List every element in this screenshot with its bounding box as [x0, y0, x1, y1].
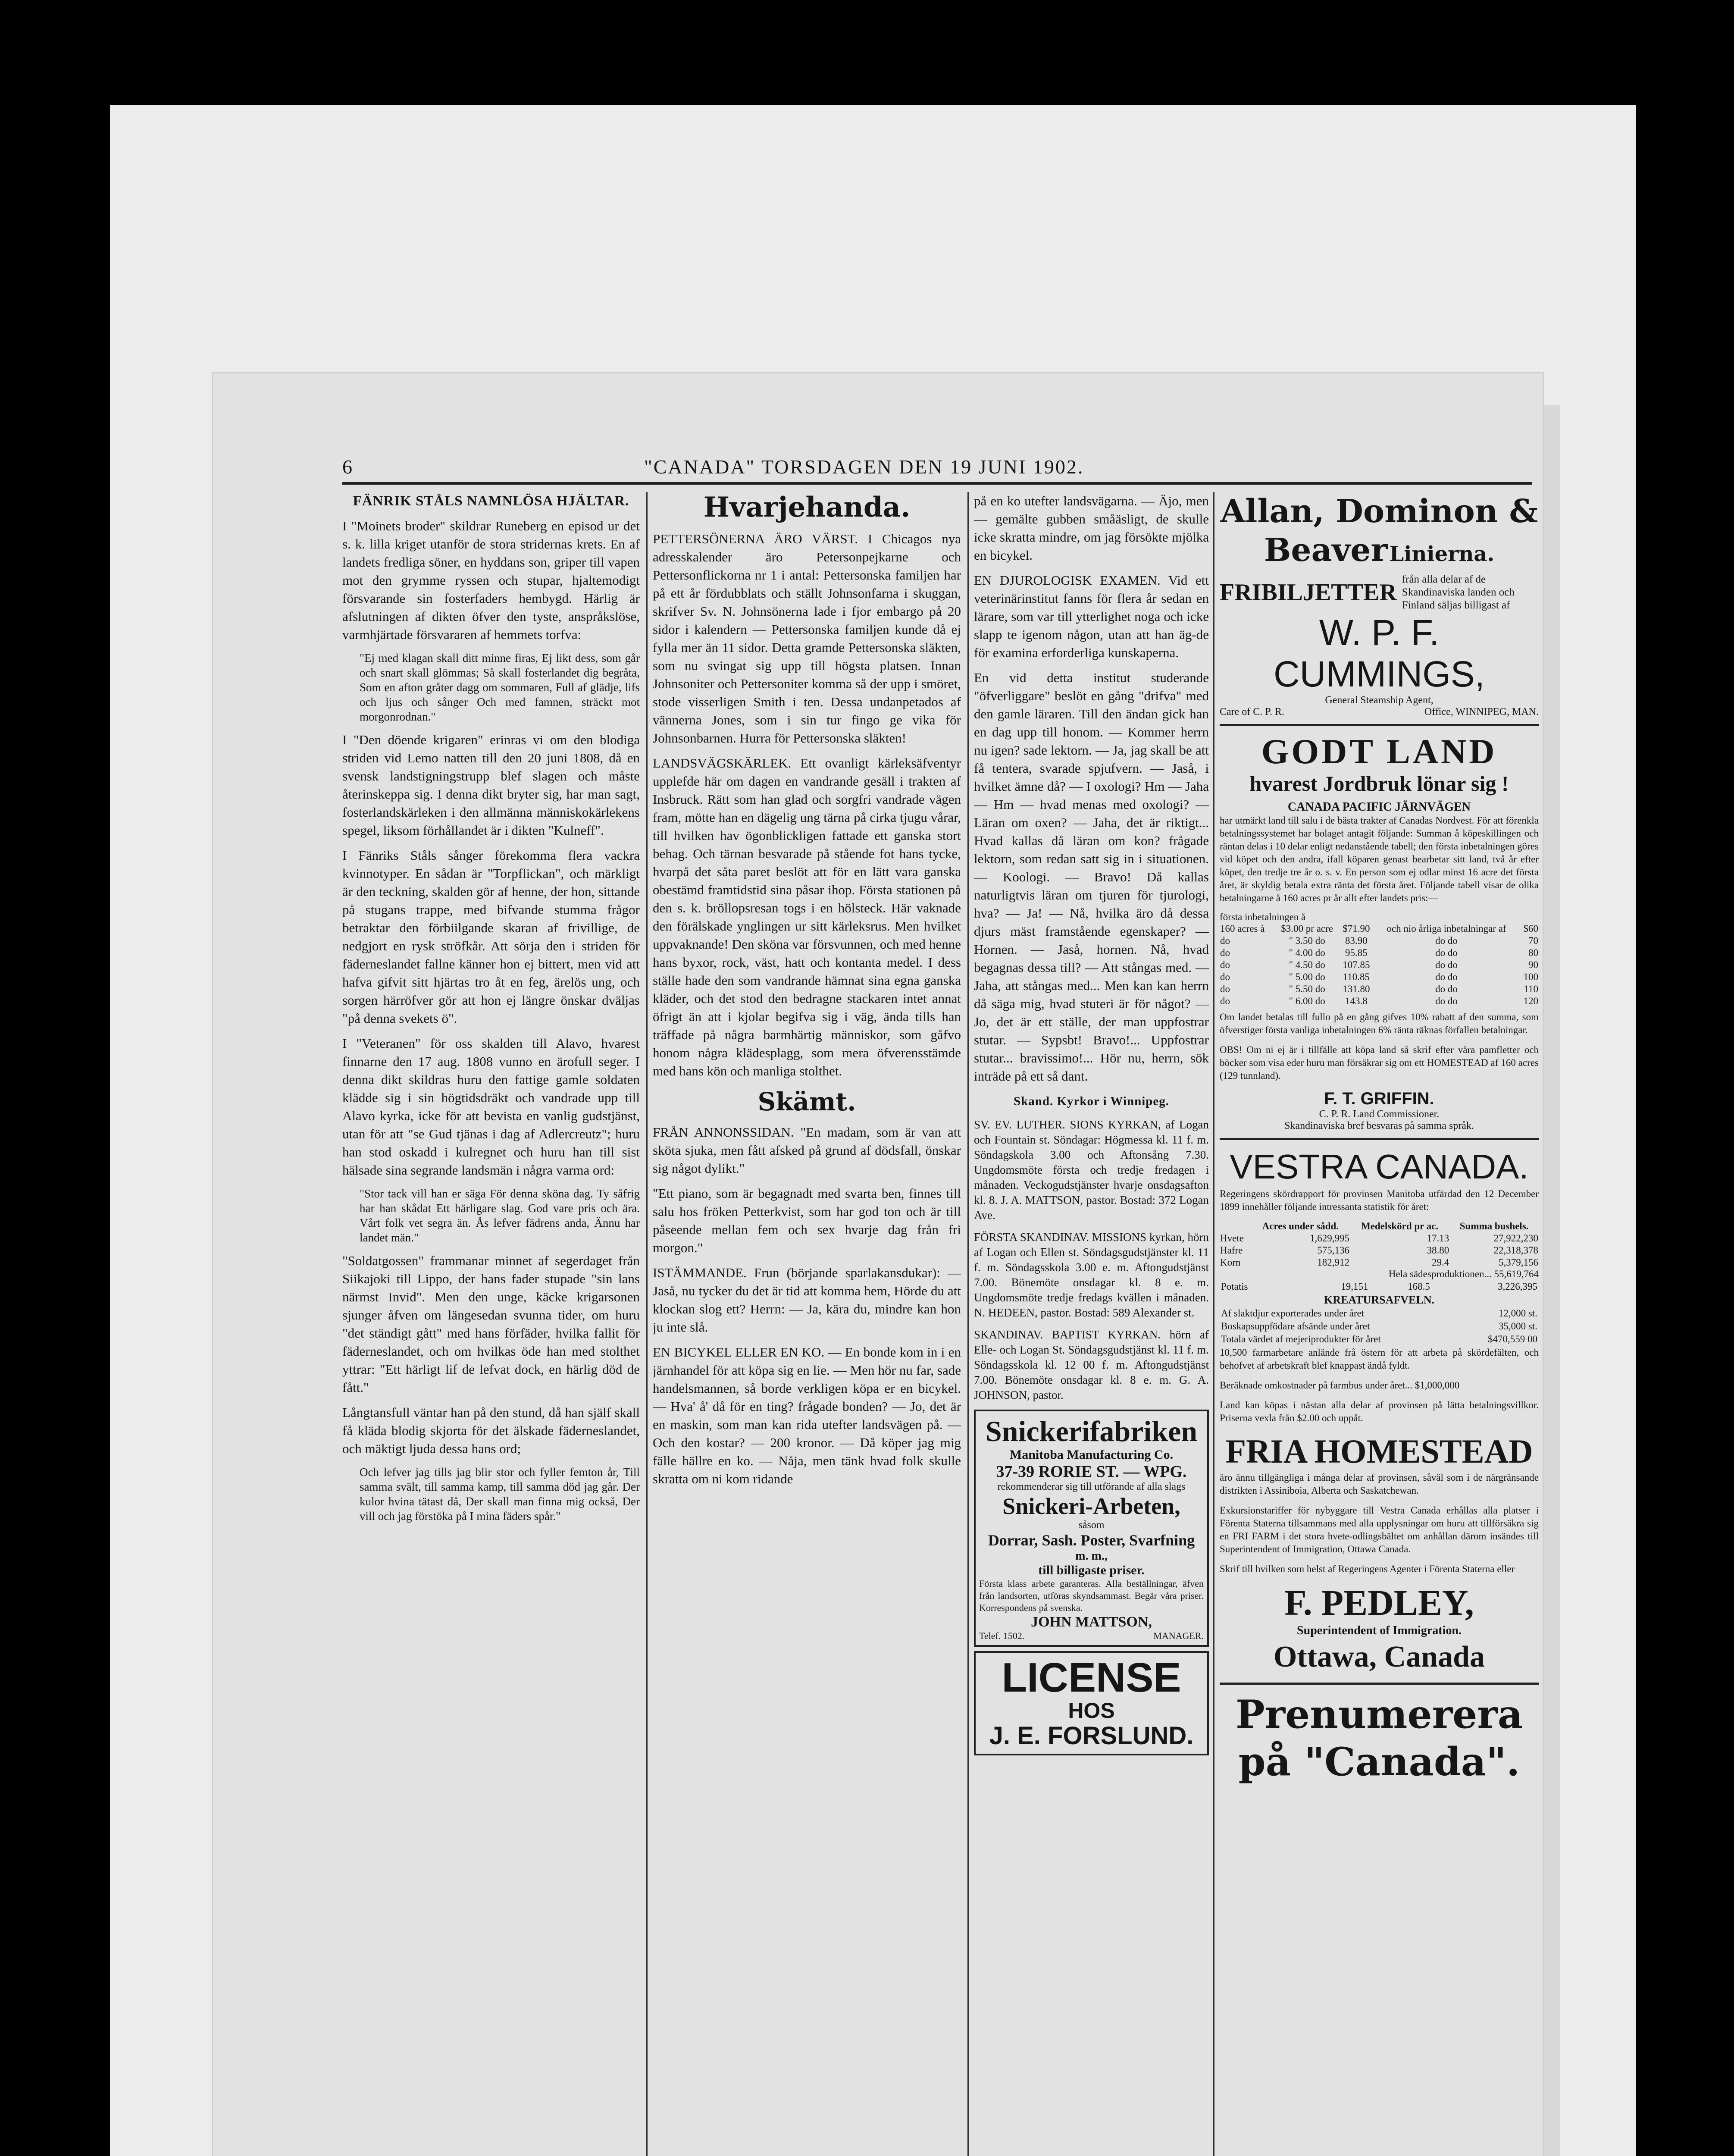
table-cell: 160 acres à: [1220, 923, 1265, 934]
ad-text: Skandinaviska bref besvaras på samma språk.: [1284, 1120, 1474, 1131]
poem: Och lefver jag tills jag blir stor och fyller femton år, Till samma svält, till samma kamp, till samma död jag går. Der kulor hvina tätast då, Der skall man finna mig också, Der vill och jag förstöka på I mina fäders spår.": [360, 1466, 640, 1523]
ad-subtitle: Manitoba Manufacturing Co.: [1009, 1448, 1174, 1462]
table-cell: 5,379,156: [1499, 1257, 1538, 1268]
table-cell: 22,318,378: [1493, 1245, 1538, 1256]
ad-text: Land kan köpas i nästan alla delar af provinsen på lätta betalningsvillkor. Priserna vexla från $2.00 och uppåt.: [1220, 1400, 1539, 1423]
subscribe-ad: [1220, 1691, 1539, 1786]
table-cell: $60: [1523, 923, 1538, 934]
paragraph: EN DJUROLOGISK EXAMEN. Vid ett veterinärinstitut fanns för flera år sedan en lärare, som var till ytterlighet noga och icke slapp te igenom någon, utan att han äg-de för examina erforderliga kunskaperna.: [974, 573, 1209, 660]
ad-text: General Steamship Agent,: [1325, 695, 1434, 706]
table-cell: 90: [1528, 959, 1538, 970]
table-row: [1220, 1232, 1539, 1244]
license-ad: [974, 1651, 1209, 1755]
table-cell: $470,559 00: [1488, 1334, 1537, 1344]
livestock-table: [1220, 1307, 1539, 1346]
church-listing: SKANDINAV. BAPTIST KYRKAN. hörn af Elle- och Logan St. Söndagsgudstjänst kl. 11 f. m. Söndagsskola kl. 12 00 f. m. Aftongudstjänst 7.00. Bönemöte onsdagar kl. 8 e. m. G. A. JOHNSON, pastor.: [974, 1328, 1209, 1401]
ad-title: GODT LAND: [1261, 732, 1497, 771]
table-row: [1220, 1244, 1539, 1257]
table-cell: do do: [1435, 935, 1458, 946]
church-listing: SV. EV. LUTHER. SIONS KYRKAN, af Logan och Fountain st. Söndagar: Högmessa kl. 11 f. m. Söndagskola 3.00 och Aftonsång 7.30. Ungdomsmöte första och tredje fredagen i månaden. Veckogudstjänster hvarje onsdagsafton kl. 8. J. A. MATTSON, pastor. Bostad: 372 Logan Ave.: [974, 1118, 1209, 1222]
ad-headline: hvarest Jordbruk lönar sig !: [1249, 771, 1509, 796]
ad-text: Om landet betalas till fullo på en gång gifves 10% rabatt af den summa, som öfverstiger första vanliga inbetalningen 6% ränta räknas förfallen betalningar.: [1220, 1012, 1539, 1035]
paragraph: "Soldatgossen" frammanar minnet af segerdaget från Siikajoki till Lippo, der hans fader stupade "sin lans närmst Invid". Men den unge, käcke krigarsonen sjunger åfven om längesedan svunna tider, om huru "det ständigt gått" med hans förfäder, hvilka fallit för fäderneslandet, och om hvilkas öde han med stolthet yttrar: "Ett härligt lif de lefvat dock, en härlig död de fått.": [342, 1253, 640, 1395]
crop-total: Hela sädesproduktionen... 55,619,764: [1388, 1269, 1539, 1279]
table-cell: do do: [1435, 971, 1458, 982]
ad-headline: Ottawa, Canada: [1273, 1640, 1485, 1673]
table-cell: 120: [1523, 996, 1538, 1006]
ad-text: från alla delar af de Skandinaviska landen och Finland säljas billigast af: [1402, 573, 1515, 611]
crop-table: [1220, 1220, 1539, 1269]
table-cell: do do: [1435, 996, 1458, 1006]
article-title: FÄNRIK STÅLS NAMNLÖSA HJÄLTAR.: [353, 493, 629, 509]
table-row: [1220, 971, 1539, 983]
section-title: Hvarjehanda.: [703, 492, 911, 523]
table-cell: do do: [1435, 984, 1458, 994]
table-row: [1220, 947, 1539, 959]
paragraph: PETTERSÖNERNA ÄRO VÄRST. I Chicagos nya adresskalender äro Petersonpejkarne och Pettersonflickorna nr 1 i antal: Pettersonska familjen har på ett år fördubblats och ställt Johnsonfarna i skuggan, skrifver Sv. N. Johnsönerna lade i fjor embargo på 20 sidor i kalendern — Pettersonska familjen kunde då ej fylla mer än 11 sidor. Detta gramde Pettersonska släkten, som nu svingat sig upp till högsta platsen. Innan Johnsoniter och Pettersoniter komma så der upp i smöret, stode visserligen Smith i ten. Dessa undanpetados af vännerna Jones, som i sin tur fingo ge vika för Johnsonbarnen. Hurra för Pettersonska släkten!: [653, 531, 961, 746]
paragraph: I Fänriks Ståls sånger förekomma flera vackra kvinnotyper. En sådan är "Torpflickan", och märkligt är den teckning, skalden gör af henne, der hon, sittande på stugans trappe, med bifvande stumma frågor betraktar den förbiilgande skaran af frivillige, de nedgjort en rysk ströfkår. Att sörja den i striden för fäderneslandet fallne känner hon ej bittert, men vid att hafva gifvit sitt hjärtas tro åt en feg, ärelös ung, och sorgen härröfver gör att hon ej längre önskar dväljas "på denna svekets ö".: [342, 848, 640, 1026]
ad-text: rekommenderar sig till utförande af alla slags: [997, 1481, 1186, 1492]
table-cell: 19,151: [1341, 1281, 1368, 1292]
table-cell: " 4.50 do: [1289, 959, 1325, 970]
poem: "Stor tack vill han er säga För denna sköna dag. Ty såfrig har han skådat Ett härligare slag. God vare pris och ära. Vårt folk vet segra än. Ås lefver fädrens anda, Ännu har landet män.": [360, 1187, 640, 1244]
table-cell: Hvete: [1220, 1233, 1244, 1244]
ad-text: till billigaste priser.: [1038, 1563, 1145, 1577]
column-1: [342, 492, 640, 2156]
ad-text: Skrif till hvilken som helst af Regeringens Agenter i Förenta Staterna eller: [1220, 1564, 1515, 1574]
paragraph: Långtansfull väntar han på den stund, då han själf skall få kläda blodig skjorta för det älskade fäderneslandet, och mäktigt ljuda dessa hans ord;: [342, 1405, 640, 1456]
table-cell: Af slaktdjur exporterades under året: [1221, 1308, 1365, 1319]
table-cell: 95.85: [1345, 947, 1368, 958]
table-caption: första inbetalningen å: [1220, 912, 1306, 922]
ad-text: C. P. R. Land Commissioner.: [1319, 1109, 1440, 1120]
ad-fine-print: Första klass arbete garanteras. Alla beställningar, äfven från landsorten, utföras skyndsammast. Begär våra priser. Korrespondens på svenska.: [979, 1578, 1204, 1613]
allan-line-ad: [1220, 492, 1539, 718]
column-3: [974, 492, 1209, 2156]
church-listing: FÖRSTA SKANDINAV. MISSIONS kyrkan, hörn af Logan och Ellen st. Söndagsgudstjänster kl. 11 f. m. Söndagsskola 3.00 e. m. Aftongudstjänst 7.00. Bönemöte onsdagar kl. 8 e. m. Ungdomsmöte tredje fredags kvällen i månaden. N. HEDEEN, pastor. Bostad: 589 Alexander st.: [974, 1231, 1209, 1319]
table-row: [1221, 1281, 1538, 1293]
table-cell: " 4.00 do: [1289, 947, 1325, 958]
ad-title: FRIA HOMESTEAD: [1225, 1432, 1533, 1470]
table-cell: och nio årliga inbetalningar af: [1387, 923, 1506, 934]
ad-text: m. m.,: [1075, 1549, 1108, 1563]
paragraph: LANDSVÄGSKÄRLEK. Ett ovanligt kärleksäfventyr upplefde här om dagen en vandrande gesäll i trakten af Insbruck. Rätt som han glad och sorgfri vandrade vägen fram, mötte han en dägelig ung tärna på cirka tjugu vårar, till hvilken hav ögonblickligen fattade ett ganska stort behag. Och tärnan besvarade på stående fot hans tycke, hvarpå det såta paret beslöt att för en lätt vara ganska obestämd framtidstid sina påsar ihop. Första stationen på den s. k. bröllopsresan togs i en hölsteck. Här vaknade den förälskade ynglingen ur sitt kärleksrus. Men hvilket uppvaknande! Den sköna var försvunnen, och med henne hans byxor, rock, väst, hatt och kontanta medel. I dess ställe hade den som vandrande hämnat sina egna ganska kläder, och det stod den bedragne stackaren intet annat öfrigt än att i kjolar begifva sig i väg, ända tills han träffade på några barmhärtig människor, som gåfvo honom några klädesplagg, som mera öfverensstämde med hans kön och manliga stolthet.: [653, 755, 961, 1078]
ad-signature: F. T. GRIFFIN.: [1324, 1089, 1434, 1108]
section-title: KREATURSAFVELN.: [1324, 1294, 1434, 1306]
page-number: 6: [342, 456, 352, 478]
ad-headline: Snickeri-Arbeten,: [1002, 1493, 1180, 1519]
table-cell: 80: [1528, 947, 1538, 958]
divider: [1220, 1138, 1539, 1140]
ad-text: Office, WINNIPEG, MAN.: [1424, 706, 1539, 718]
table-cell: Totala värdet af mejeriprodukter för året: [1221, 1334, 1381, 1344]
table-row: [1221, 1307, 1538, 1319]
ad-title: på "Canada".: [1238, 1739, 1520, 1785]
ad-text: har utmärkt land till salu i de bästa trakter af Canadas Nordvest. För att förenkla betalningssystemet har bolaget antagit följande: Summan å köpeskillingen och räntan delas i 10 delar enligt nedanstående tabell; den första inbetalningen göres vid köpet och den andra, ifall köparen genast bearbetar sitt land, två år efter köpet, den tredje tre år o. s. v. En person som ej odlar minst 16 acre det första året, är skyldig betala extra ränta det första året. Följande tabell visar de olika betalningarne å 160 acres pr år allt efter landets pris:—: [1220, 815, 1539, 903]
table-cell: do: [1220, 971, 1230, 982]
table-cell: 100: [1523, 971, 1538, 982]
table-row: [1221, 1333, 1538, 1345]
ad-subtitle: CANADA PACIFIC JÄRNVÄGEN: [1287, 800, 1471, 814]
ad-address: 37-39 RORIE ST. — WPG.: [996, 1463, 1187, 1481]
table-cell: 110: [1524, 984, 1538, 994]
ad-signature: JOHN MATTSON,: [1031, 1614, 1152, 1630]
section-title: Skämt.: [757, 1087, 856, 1116]
ad-text: HOS: [1068, 1698, 1115, 1723]
table-cell: " 6.00 do: [1289, 996, 1325, 1006]
table-cell: Acres under sådd.: [1262, 1221, 1339, 1232]
table-cell: Boskapsuppfödare afsände under året: [1221, 1321, 1370, 1332]
table-cell: do: [1220, 984, 1230, 994]
ad-headline: FRIBILJETTER: [1220, 579, 1397, 606]
table-cell: do: [1220, 959, 1230, 970]
table-cell: 38.80: [1427, 1245, 1449, 1256]
ad-title: Allan, Dominon &: [1220, 493, 1538, 530]
column-rule: [1213, 492, 1214, 2156]
paragraph: I "Den döende krigaren" erinras vi om den blodiga striden vid Lemo natten till den 20 juni 1808, då en svensk landstigningstrupp blef slagen och måste återinskeppa sig. I denna dikt bryter sig, har man sagt, fosterlandskärleken i den allmänna människokärlekens spegel, liksom förhållandet är i dikten "Kulneff".: [342, 732, 640, 838]
table-cell: 29.4: [1432, 1257, 1449, 1268]
ad-name: J. E. FORSLUND.: [989, 1722, 1194, 1750]
ad-text: såsom: [1078, 1520, 1105, 1531]
column-rule: [646, 492, 648, 2156]
table-cell: Korn: [1220, 1257, 1241, 1268]
table-header: [1220, 1220, 1539, 1232]
cpr-land-ad: [1220, 732, 1539, 1132]
divider: [1220, 724, 1539, 726]
table-cell: Summa bushels.: [1459, 1221, 1529, 1232]
paragraph: EN BICYKEL ELLER EN KO. — En bonde kom in i en järnhandel för att köpa sig en lie. — Men hör nu far, sade handelsmannen, så borde verkligen köpa er en bicykel. — Hva' å' då för en ting? frågade bonden? — Jo, det är en maskin, som man kan rida utefter landsvägen på. — Och den kostar? — 200 kronor. — Då köper jag mig fälle hällre en ko. — Nåja, men tänk hvad folk skulle skratta om ni kom ridande: [653, 1344, 961, 1486]
ad-text: OBS! Om ni ej är i tillfälle att köpa land så skrif efter våra pamfletter och böcker som visa eder huru man försäkrar sig om ett HOMESTEAD af 160 acres (129 tunnland).: [1220, 1044, 1539, 1081]
ad-title: LICENSE: [1002, 1655, 1181, 1701]
table-cell: 3,226,395: [1498, 1281, 1537, 1292]
snickerifabriken-ad: [974, 1410, 1209, 1647]
potato-row: [1220, 1280, 1539, 1294]
ad-text: Care of C. P. R.: [1220, 706, 1284, 718]
ad-items: Dorrar, Sash. Poster, Svarfning: [988, 1532, 1195, 1549]
page-header: [213, 455, 1543, 481]
table-cell: 168.5: [1408, 1281, 1430, 1292]
column-2: [653, 492, 961, 2156]
ad-title: Beaver: [1264, 532, 1388, 569]
table-cell: " 3.50 do: [1289, 935, 1325, 946]
table-cell: 1,629,995: [1309, 1233, 1349, 1244]
table-cell: $71.90: [1343, 923, 1370, 934]
table-cell: 107.85: [1343, 959, 1370, 970]
newspaper-page: [213, 373, 1543, 2156]
table-cell: 575,136: [1317, 1245, 1349, 1256]
table-row: [1220, 995, 1539, 1007]
table-cell: do: [1220, 935, 1230, 946]
table-cell: do do: [1435, 959, 1458, 970]
table-row: [1220, 959, 1539, 971]
ad-text: Superintendent of Immigration.: [1297, 1624, 1462, 1637]
church-directory-title: Skand. Kyrkor i Winnipeg.: [1013, 1094, 1170, 1108]
ad-text: 10,500 farmarbetare anlände frå östern för att arbeta på skördefälten, och behofvet af arbetskraft blef knappast ändå fyldt.: [1220, 1347, 1539, 1371]
vestra-canada-ad: [1220, 1146, 1539, 1677]
paragraph: I "Veteranen" för oss skalden till Alavo, hvarest finnarne den 17 aug. 1808 vunno en ärofull seger. I denna dikt skildras huru den fattige gamle soldaten klädde sig i sin högtidsdräkt och vandrade upp till Alavo kyrka, icke för att bevista en vanlig gudstjänst, utan för att "se Gud tjänas i dag af Adlercreutz"; huru han stod oskadd i kulregnet och huru han till sist hälsade sina segrande landsmän i några varma ord:: [342, 1036, 640, 1178]
ad-title: VESTRA CANADA.: [1230, 1147, 1529, 1186]
table-cell: do: [1220, 947, 1230, 958]
ad-title: Prenumerera: [1235, 1692, 1523, 1737]
table-row: [1220, 923, 1539, 935]
paragraph: ISTÄMMANDE. Frun (börjande sparlakansdukar): — Jaså, nu tycker du det är tid att komma hem, Hörde du att klockan slog ett? Herrn: — Ja, kära du, mindre kan hon ju inte slå.: [653, 1265, 961, 1335]
ad-name: W. P. F. CUMMINGS,: [1274, 612, 1485, 694]
table-cell: 70: [1528, 935, 1538, 946]
table-cell: 27,922,230: [1493, 1233, 1538, 1244]
page-edge: [1543, 405, 1560, 2156]
paragraph: på en ko utefter landsvägarna. — Äjo, men — gemälte gubben småäsligt, de skulle icke skratta mindre, om jag försökte mjölka en bicykel.: [974, 493, 1209, 563]
column-4: [1220, 492, 1539, 2156]
table-row: [1221, 1320, 1538, 1332]
table-cell: " 5.50 do: [1289, 984, 1325, 994]
table-cell: 143.8: [1345, 996, 1368, 1006]
poem: "Ej med klagan skall ditt minne firas, Ej likt dess, som går och snart skall glömmas; Så skall fosterlandet dig begråta, Som en afton gråter dagg om sommaren, Full af glädje, lifs och ljus och sånger Och med famnen, sträckt mot morgonrodnan.": [360, 652, 640, 723]
table-row: [1220, 935, 1539, 947]
table-cell: 131.80: [1343, 984, 1370, 994]
payment-table: [1220, 923, 1539, 1007]
masthead: "CANADA" TORSDAGEN DEN 19 JUNI 1902.: [644, 456, 1084, 478]
divider: [1220, 1683, 1539, 1685]
table-cell: Potatis: [1221, 1281, 1248, 1292]
ad-text: Regeringens skördrapport för provinsen Manitoba utfärdad den 12 December 1899 innehåller följande intressanta statistik för året:: [1220, 1188, 1539, 1212]
table-cell: 35,000 st.: [1498, 1321, 1537, 1332]
table-cell: do: [1220, 996, 1230, 1006]
table-cell: 12,000 st.: [1498, 1308, 1537, 1319]
paragraph: FRÅN ANNONSSIDAN. "En madam, som är van att sköta sjuka, men fått afsked på grund af dödsfall, önskar sig något dylikt.": [653, 1125, 961, 1176]
header-rule: [342, 482, 1532, 485]
paragraph: I "Moinets broder" skildrar Runeberg en episod ur det s. k. lilla kriget utanför de stora stridernas krets. En af landets fredliga söner, en hyddans son, griper till vapen mot den grymme ryssen och stupar, hjaltemodigt försvarande sin fosterfaders hembygd. Härlig är afslutningen af dikten öfver den tyste, anspråkslöse, varmhjärtade försvararen af hemmets torfva:: [342, 518, 640, 642]
table-cell: 110.85: [1343, 971, 1370, 982]
ad-phone: Telef. 1502.: [979, 1630, 1025, 1641]
table-cell: Medelskörd pr ac.: [1361, 1221, 1439, 1232]
paragraph: "Ett piano, som är begagnadt med svarta ben, finnes till salu hos fröken Petterkvist, som har god ton och är till påseende mellan fem och sex hvarje dag från fri morgon.": [653, 1186, 961, 1255]
ad-role: MANAGER.: [1153, 1630, 1204, 1641]
table-row: [1220, 983, 1539, 995]
table-cell: 83.90: [1345, 935, 1368, 946]
ad-text: Beräknade omkostnader på farmbus under året... $1,000,000: [1220, 1380, 1460, 1391]
table-cell: 182,912: [1317, 1257, 1349, 1268]
ad-title: Snickerifabriken: [985, 1415, 1198, 1448]
table-cell: [1220, 1220, 1251, 1232]
ad-title: Linierna.: [1389, 542, 1495, 566]
ad-text: äro ännu tillgängliga i många delar af provinsen, såväl som i de närgränsande distrikten i Assiniboia, Alberta och Saskatchewan.: [1220, 1472, 1539, 1496]
paragraph: En vid detta institut studerande "öfverliggare" beslöt en gång "drifva" med den gamle läraren. Till den ändan gick han en dag upp till honom. — Kommer herrn nu igen? sade lektorn. — Ja, jag skall be att få tentera, svarade spjufvern. — Jaså, i hvilket ämne då? — I oxologi? Hm — Jaha — Hm — hvad menas med oxologi? — Läran om oxen? — Jaha, det är riktigt... Hvad kallas då läran om kon? frågade lektorn, som redan satt sig in i situationen. — Koologi. — Bravo! Då kallas naturligtvis läran om tjuren för tjurologi, hva? — Ja! — Nå, hvilka äro då dessa djurs mäst framstående egenskaper? — Hornen. — Jaså, hornen. Nå, hvad begagnas dessa till? — Att stångas med. — Jaha, att stångas med... Men kan kan herrn då säga mig, hvad stuteri är för något? — Jo, det är ett ställe, der man uppfostrar stutar. — Sypsbt! Bravo!... Uppfostrar stutar... bravissimo!... Hör nu, herrn, sök inträde på ett så dant.: [974, 670, 1209, 1084]
table-cell: 17.13: [1427, 1233, 1449, 1244]
table-cell: $3.00 pr acre: [1281, 923, 1333, 934]
ad-text: Exkursionstariffer för nybyggare till Vestra Canada erhållas alla platser i Förenta Staterna tillsammans med alla upplysningar om huru att tillförsäkra sig en FRI FARM i det stora hvete-odlingsbältet om anhållan därom insändes till Superintendent of Immigration, Ottawa Canada.: [1220, 1505, 1539, 1554]
ad-signature: F. PEDLEY,: [1284, 1583, 1474, 1623]
table-cell: " 5.00 do: [1289, 971, 1325, 982]
table-cell: do do: [1435, 947, 1458, 958]
table-cell: Hafre: [1220, 1245, 1243, 1256]
column-rule: [967, 492, 969, 2156]
table-row: [1220, 1257, 1539, 1269]
